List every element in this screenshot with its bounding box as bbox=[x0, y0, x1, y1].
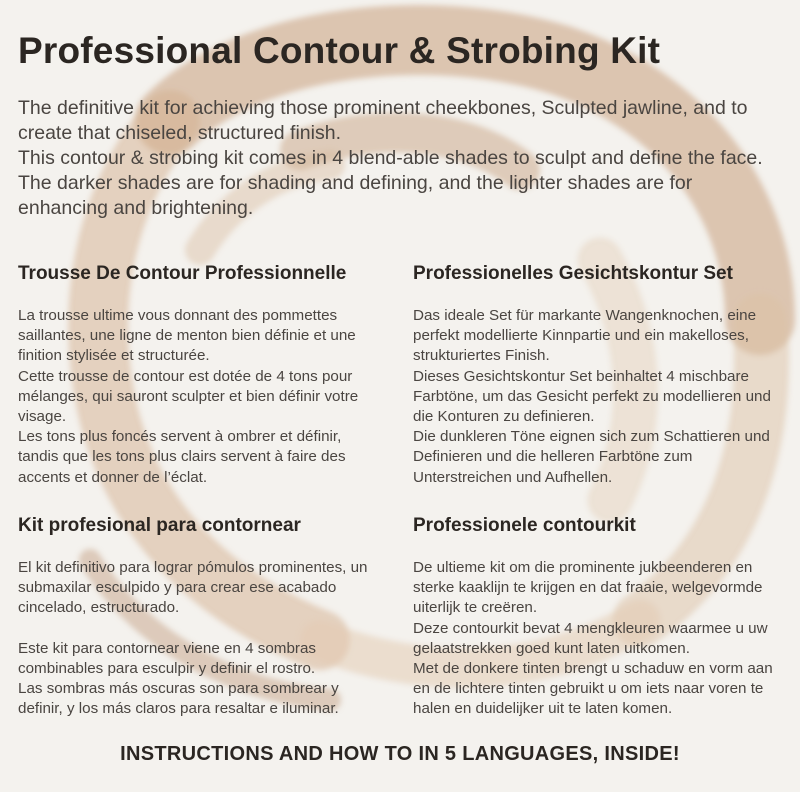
dutch-body bbox=[413, 558, 788, 720]
french-paragraph: La trousse ultime vous donnant des pommettes saillantes, une ligne de menton bien définie et une finition stylisée et structurée. bbox=[18, 307, 356, 365]
footer-banner: INSTRUCTIONS AND HOW TO IN 5 LANGUAGES, INSIDE! bbox=[120, 743, 680, 765]
intro-paragraph: The definitive kit for achieving those prominent cheekbones, Sculpted jawline, and to create that chiseled, structured finish. bbox=[18, 97, 748, 144]
spanish-paragraph: El kit definitivo para lograr pómulos prominentes, un submaxilar esculpido y para crear ese acabado cincelado, estructurado. bbox=[18, 559, 368, 617]
dutch-paragraph: Met de donkere tinten brengt u schaduw en vorm aan en de lichtere tinten gebruikt u om iets naar voren te halen en duidelijker uit te laten komen. bbox=[413, 660, 773, 718]
intro-paragraph: This contour & strobing kit comes in 4 blend-able shades to sculpt and define the face. The darker shades are for shading and defining, and the lighter shades are for enhancing and brightening. bbox=[18, 147, 763, 219]
german-paragraph: Dieses Gesichtskontur Set beinhaltet 4 mischbare Farbtöne, um das Gesicht perfekt zu modellieren und die Konturen zu definieren. bbox=[413, 367, 771, 426]
german-body bbox=[413, 306, 788, 488]
german-paragraph: Das ideale Set für markante Wangenknochen, eine perfekt modellierte Kinnpartie und ein makelloses, strukturiertes Finish. bbox=[413, 307, 757, 365]
dutch-paragraph: Deze contourkit bevat 4 mengkleuren waarmee u uw gelaatstrekken goed kunt laten uitkomen. bbox=[413, 619, 768, 657]
french-heading: Trousse De Contour Professionnelle bbox=[18, 263, 347, 284]
spanish-body bbox=[18, 558, 378, 719]
intro-text bbox=[18, 96, 778, 221]
spanish-heading: Kit profesional para contornear bbox=[18, 515, 301, 536]
german-heading: Professionelles Gesichtskontur Set bbox=[413, 263, 733, 284]
page-title: Professional Contour & Strobing Kit bbox=[18, 30, 661, 71]
german-paragraph: Die dunkleren Töne eignen sich zum Schattieren und Definieren und die helleren Farbtöne zum Unterstreichen und Aufhellen. bbox=[413, 428, 770, 486]
french-paragraph: Cette trousse de contour est dotée de 4 tons pour mélanges, qui sauront sculpter et bien définir votre visage. bbox=[18, 367, 359, 426]
dutch-heading: Professionele contourkit bbox=[413, 515, 636, 536]
french-paragraph: Les tons plus foncés servent à ombrer et définir, tandis que les tons plus clairs servent à faire des accents et donner de l’éclat. bbox=[18, 428, 346, 486]
dutch-paragraph: De ultieme kit om die prominente jukbeenderen en sterke kaaklijn te krijgen en dat fraaie, welgevormde uiterlijk te creëren. bbox=[413, 559, 763, 617]
french-body bbox=[18, 306, 386, 488]
spanish-paragraph: Este kit para contornear viene en 4 sombras combinables para esculpir y definir el rostro. bbox=[18, 639, 317, 677]
spanish-paragraph: Las sombras más oscuras son para sombrear y definir, y los más claros para resaltar e iluminar. bbox=[18, 680, 339, 718]
